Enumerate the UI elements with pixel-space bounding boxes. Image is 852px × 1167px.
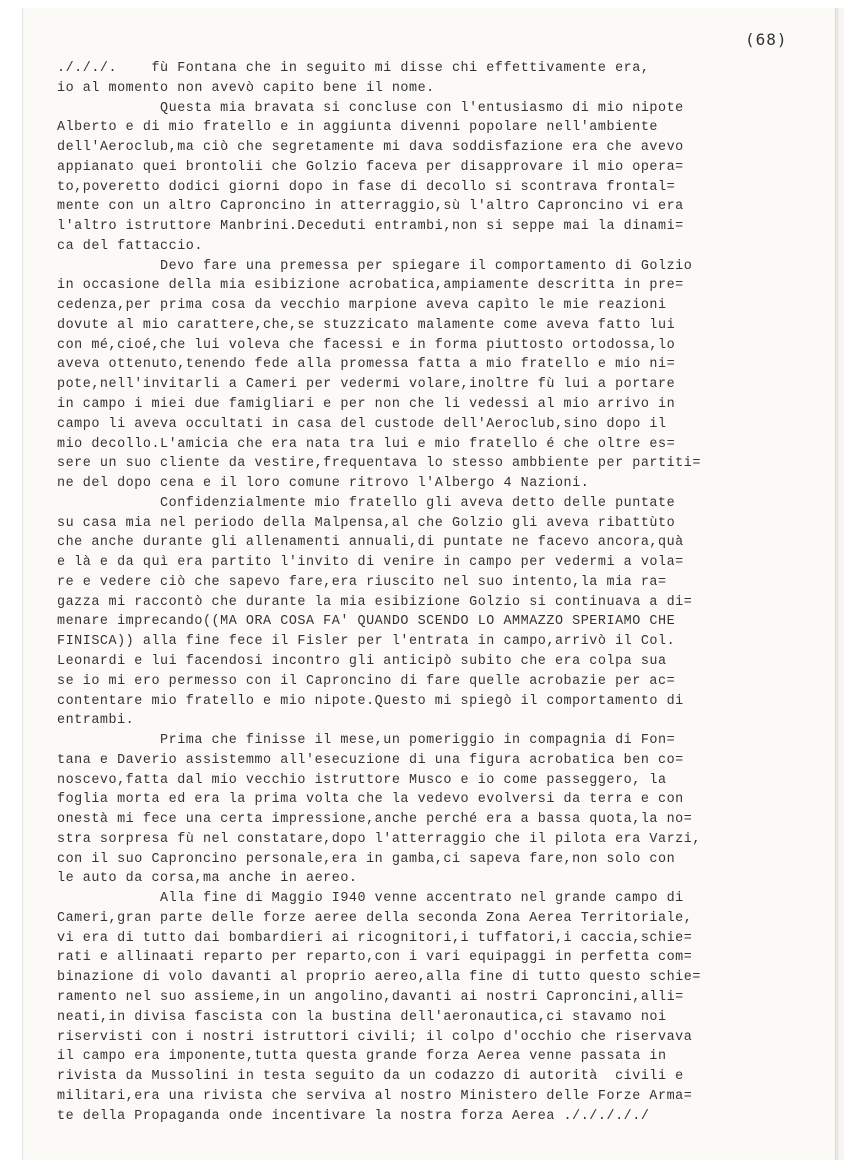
text-line: Confidenzialmente mio fratello gli aveva detto delle puntate [57,495,676,511]
text-line: militari,era una rivista che serviva al nostro Ministero delle Forze Arma= [57,1088,693,1104]
text-line: mente con un altro Caproncino in atterraggio,sù l'altro Caproncino vi era [57,199,684,215]
text-line: te della Propaganda onde incentivare la nostra forza Aerea ./././././ [57,1108,650,1124]
text-line: Questa mia bravata si concluse con l'entusiasmo di mio nipote [57,100,684,116]
text-line: stra sorpresa fù nel constatare,dopo l'atterraggio che il pilota era Varzi, [57,831,701,847]
text-line: io al momento non avevò capito bene il nome. [57,80,435,96]
text-line: foglia morta ed era la prima volta che la vedevo evolversi da terra e con [57,792,684,808]
text-line: tana e Daverio assistemmo all'esecuzione di una figura acrobatica ben co= [57,752,684,768]
text-line: Prima che finisse il mese,un pomeriggio in compagnia di Fon= [57,733,676,749]
text-line: onestà mi fece una certa impressione,anche perché era a bassa quota,la no= [57,812,693,828]
text-line: binazione di volo davanti al proprio aereo,alla fine di tutto questo schie= [57,970,701,986]
text-line: con il suo Caproncino personale,era in gamba,ci sapeva fare,non solo con [57,851,676,867]
text-line: pote,nell'invitarli a Cameri per vedermi volare,inoltre fù lui a portare [57,377,676,393]
text-line: ./././. fù Fontana che in seguito mi disse chi effettivamente era, [57,61,650,76]
text-line: Leonardi e lui facendosi incontro gli anticipò subito che era colpa sua [57,653,667,669]
text-line: campo li aveva occultati in casa del custode dell'Aeroclub,sino dopo il [57,416,667,432]
text-line: re e vedere ciò che sapevo fare,era riuscito nel suo intento,la mia ra= [57,574,667,590]
text-line: con mé,cioé,che lui voleva che facessi e in forma piuttosto ortodossa,lo [57,337,676,353]
text-line: rati e allinaati reparto per reparto,con i vari equipaggi in perfetta com= [57,950,693,966]
text-line: riservisti con i nostri istruttori civili; il colpo d'occhio che riservava [57,1029,693,1045]
text-line: FINISCA)) alla fine fece il Fisler per l'entrata in campo,arrivò il Col. [57,634,676,650]
text-line: vi era di tutto dai bombardieri ai ricognitori,i tuffatori,i caccia,schie= [57,930,693,946]
text-line: sere un suo cliente da vestire,frequentava lo stesso ambbiente per partiti= [57,456,701,472]
text-line: cedenza,per prima cosa da vecchio marpione aveva capìto le mie reazioni [57,298,667,314]
text-line: entrambi. [57,713,135,729]
text-line: noscevo,fatta dal mio vecchio istruttore Musco e io come passeggero, la [57,772,667,788]
text-line: Cameri,gran parte delle forze aeree della seconda Zona Aerea Territoriale, [57,910,693,926]
text-line: ramento nel suo assieme,in un angolino,davanti ai nostri Caproncini,alli= [57,989,684,1005]
text-line: Devo fare una premessa per spiegare il comportamento di Golzio [57,258,693,274]
text-line: ca del fattaccio. [57,238,203,254]
text-line: rivista da Mussolini in testa seguito da un codazzo di autorità civili e [57,1069,684,1085]
page-number: (68) [745,30,788,49]
text-line: il campo era imponente,tutta questa grande forza Aerea venne passata in [57,1049,667,1065]
text-line: le auto da corsa,ma anche in aereo. [57,871,358,887]
text-line: dovute al mio carattere,che,se stuzzicato malamente come aveva fatto lui [57,317,676,333]
typed-text-body [57,59,847,1126]
text-line: che anche durante gli allenamenti annuali,di puntate ne facevo ancora,quà [57,535,684,551]
text-line: su casa mia nel periodo della Malpensa,al che Golzio gli aveva ribattùto [57,515,676,531]
text-line: appianato quei brontolii che Golzio faceva per disapprovare il mio opera= [57,159,684,175]
text-line: to,poveretto dodici giorni dopo in fase di decollo si scontrava frontal= [57,179,676,195]
text-line: dell'Aeroclub,ma ciò che segretamente mi dava soddisfazione era che avevo [57,140,684,156]
text-line: Alla fine di Maggio I940 venne accentrato nel grande campo di [57,891,684,907]
text-line: menare imprecando((MA ORA COSA FA' QUANDO SCENDO LO AMMAZZO SPERIAMO CHE [57,614,676,630]
text-line: ne del dopo cena e il loro comune ritrovo l'Albergo 4 Nazioni. [57,476,590,492]
text-line: Alberto e di mio fratello e in aggiunta divenni popolare nell'ambiente [57,120,658,136]
text-line: neati,in divisa fascista con la bustina dell'aeronautica,ci stavamo noi [57,1009,667,1025]
text-line: contentare mio fratello e mio nipote.Questo mi spiegò il comportamento di [57,693,684,709]
text-line: mio decollo.L'amicia che era nata tra lui e mio fratello é che oltre es= [57,436,676,452]
typewritten-page [22,8,836,1160]
text-line: in campo i miei due famigliari e per non che li vedessi al mio arrivo in [57,397,676,413]
text-line: aveva ottenuto,tenendo fede alla promessa fatta a mio fratello e mio ni= [57,357,676,373]
text-line: e là e da quì era partito l'invito di venire in campo per vedermi a vola= [57,555,684,571]
text-line: se io mi ero permesso con il Caproncino di fare quelle acrobazie per ac= [57,673,676,689]
text-line: in occasione della mia esibizione acrobatica,ampiamente descritta in pre= [57,278,684,294]
text-line: l'altro istruttore Manbrini.Deceduti entrambi,non si seppe mai la dinami= [57,219,684,235]
text-line: gazza mi raccontò che durante la mia esibizione Golzio si continuava a di= [57,594,693,610]
